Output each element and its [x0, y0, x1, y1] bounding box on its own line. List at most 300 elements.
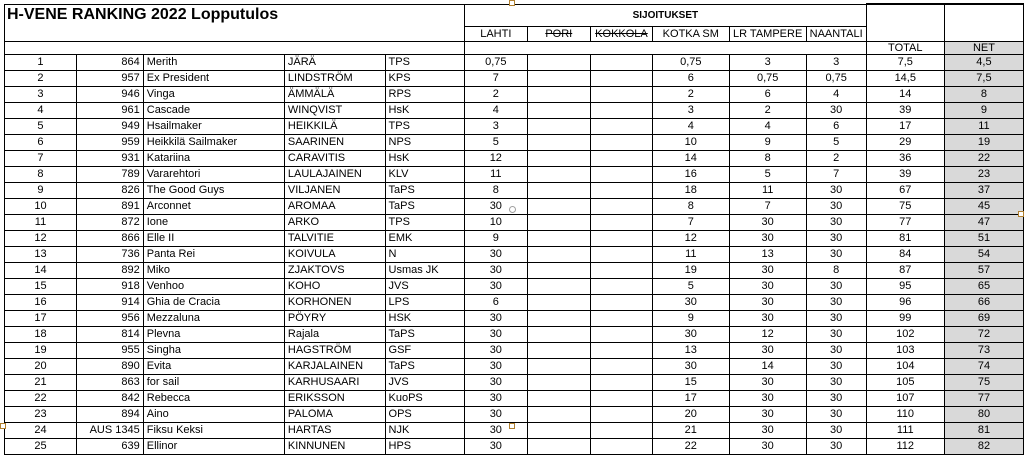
skipper-cell: PÖYRY: [284, 310, 385, 326]
club-cell: TaPS: [385, 198, 465, 214]
club-cell: TaPS: [385, 326, 465, 342]
sail-number-cell: 956: [76, 310, 143, 326]
kotka-cell: 20: [652, 406, 729, 422]
naantali-cell: 6: [806, 118, 866, 134]
net-cell: 69: [944, 310, 1023, 326]
ranking-sheet: [4, 3, 1024, 455]
boat-name-cell: Ione: [143, 214, 284, 230]
pori-cell: [527, 198, 590, 214]
total-cell: 104: [866, 358, 944, 374]
kokkola-cell: [590, 342, 652, 358]
boat-name-cell: Mezzaluna: [143, 310, 284, 326]
lahti-cell: 8: [465, 182, 528, 198]
kokkola-cell: [590, 70, 652, 86]
club-cell: N: [385, 246, 465, 262]
table-row: [5, 246, 1024, 262]
boat-name-cell: Miko: [143, 262, 284, 278]
net-cell: 77: [944, 390, 1023, 406]
kokkola-cell: [590, 102, 652, 118]
tampere-cell: 30: [729, 294, 806, 310]
club-cell: KPS: [385, 70, 465, 86]
skipper-cell: WINQVIST: [284, 102, 385, 118]
net-cell: 45: [944, 198, 1023, 214]
rank-cell: 8: [5, 166, 77, 182]
sail-number-cell: 961: [76, 102, 143, 118]
net-cell: 73: [944, 342, 1023, 358]
club-cell: KLV: [385, 166, 465, 182]
sail-number-cell: 866: [76, 230, 143, 246]
sail-number-cell: 826: [76, 182, 143, 198]
naantali-cell: 30: [806, 390, 866, 406]
naantali-cell: 8: [806, 262, 866, 278]
net-cell: 37: [944, 182, 1023, 198]
club-cell: JVS: [385, 374, 465, 390]
kokkola-cell: [590, 406, 652, 422]
boat-name-cell: Panta Rei: [143, 246, 284, 262]
club-cell: RPS: [385, 86, 465, 102]
total-cell: 84: [866, 246, 944, 262]
kotka-cell: 17: [652, 390, 729, 406]
sail-number-cell: 957: [76, 70, 143, 86]
naantali-cell: 30: [806, 182, 866, 198]
tampere-cell: 4: [729, 118, 806, 134]
pori-cell: [527, 246, 590, 262]
table-row: [5, 342, 1024, 358]
pori-cell: [527, 102, 590, 118]
kotka-cell: 2: [652, 86, 729, 102]
rank-cell: 24: [5, 422, 77, 438]
pori-cell: [527, 374, 590, 390]
kotka-cell: 8: [652, 198, 729, 214]
pori-cell: [527, 326, 590, 342]
col-kokkola: KOKKOLA: [590, 26, 652, 41]
total-header-spacer: [866, 4, 944, 41]
kotka-cell: 9: [652, 310, 729, 326]
table-row: [5, 214, 1024, 230]
pori-cell: [527, 150, 590, 166]
pori-cell: [527, 70, 590, 86]
kokkola-cell: [590, 150, 652, 166]
boat-name-cell: Ghia de Cracia: [143, 294, 284, 310]
total-cell: 67: [866, 182, 944, 198]
sail-number-cell: 890: [76, 358, 143, 374]
ranking-table: [4, 3, 1024, 455]
skipper-cell: TALVITIE: [284, 230, 385, 246]
total-cell: 39: [866, 102, 944, 118]
naantali-cell: 30: [806, 294, 866, 310]
tampere-cell: 30: [729, 374, 806, 390]
lahti-cell: 7: [465, 70, 528, 86]
rank-cell: 1: [5, 54, 77, 70]
club-cell: TaPS: [385, 358, 465, 374]
naantali-cell: 2: [806, 150, 866, 166]
table-row: [5, 102, 1024, 118]
kotka-cell: 12: [652, 230, 729, 246]
tampere-cell: 9: [729, 134, 806, 150]
table-row: [5, 70, 1024, 86]
pori-cell: [527, 390, 590, 406]
boat-name-cell: Arconnet: [143, 198, 284, 214]
total-cell: 110: [866, 406, 944, 422]
club-cell: Usmas JK: [385, 262, 465, 278]
boat-name-cell: Singha: [143, 342, 284, 358]
kokkola-cell: [590, 310, 652, 326]
table-row: [5, 134, 1024, 150]
kotka-cell: 18: [652, 182, 729, 198]
kokkola-cell: [590, 326, 652, 342]
skipper-cell: PALOMA: [284, 406, 385, 422]
sail-number-cell: 894: [76, 406, 143, 422]
sail-number-cell: 863: [76, 374, 143, 390]
rank-cell: 6: [5, 134, 77, 150]
kotka-cell: 13: [652, 342, 729, 358]
naantali-cell: 3: [806, 54, 866, 70]
rank-cell: 23: [5, 406, 77, 422]
rank-cell: 15: [5, 278, 77, 294]
tampere-cell: 30: [729, 342, 806, 358]
kokkola-cell: [590, 214, 652, 230]
table-row: [5, 326, 1024, 342]
rank-cell: 16: [5, 294, 77, 310]
pori-cell: [527, 134, 590, 150]
lahti-cell: 30: [465, 246, 528, 262]
table-row: [5, 166, 1024, 182]
skipper-cell: KINNUNEN: [284, 438, 385, 454]
total-cell: 112: [866, 438, 944, 454]
sail-number-cell: 959: [76, 134, 143, 150]
placements-group-header: SIJOITUKSET: [465, 4, 867, 26]
total-cell: 111: [866, 422, 944, 438]
kotka-cell: 16: [652, 166, 729, 182]
total-cell: 99: [866, 310, 944, 326]
tampere-cell: 30: [729, 438, 806, 454]
net-cell: 57: [944, 262, 1023, 278]
pori-cell: [527, 422, 590, 438]
table-row: [5, 182, 1024, 198]
sail-number-cell: 639: [76, 438, 143, 454]
pori-cell: [527, 278, 590, 294]
lahti-cell: 30: [465, 358, 528, 374]
boat-name-cell: Rebecca: [143, 390, 284, 406]
lahti-cell: 3: [465, 118, 528, 134]
boat-name-cell: Ex President: [143, 70, 284, 86]
lahti-cell: 30: [465, 326, 528, 342]
kotka-cell: 5: [652, 278, 729, 294]
pori-cell: [527, 262, 590, 278]
net-cell: 8: [944, 86, 1023, 102]
kotka-cell: 30: [652, 358, 729, 374]
club-cell: HsK: [385, 102, 465, 118]
pori-cell: [527, 438, 590, 454]
tampere-cell: 14: [729, 358, 806, 374]
skipper-cell: KORHONEN: [284, 294, 385, 310]
club-cell: JVS: [385, 278, 465, 294]
rank-cell: 13: [5, 246, 77, 262]
naantali-cell: 30: [806, 198, 866, 214]
kotka-cell: 19: [652, 262, 729, 278]
tampere-cell: 30: [729, 422, 806, 438]
table-row: [5, 278, 1024, 294]
club-cell: HSK: [385, 310, 465, 326]
table-row: [5, 438, 1024, 454]
boat-name-cell: Venhoo: [143, 278, 284, 294]
rank-cell: 21: [5, 374, 77, 390]
club-cell: GSF: [385, 342, 465, 358]
rank-cell: 3: [5, 86, 77, 102]
col-total: TOTAL: [866, 41, 944, 54]
kotka-cell: 7: [652, 214, 729, 230]
table-row: [5, 374, 1024, 390]
table-row: [5, 230, 1024, 246]
lahti-cell: 30: [465, 198, 528, 214]
kokkola-cell: [590, 246, 652, 262]
club-cell: TPS: [385, 118, 465, 134]
pori-cell: [527, 358, 590, 374]
boat-name-cell: Cascade: [143, 102, 284, 118]
naantali-cell: 30: [806, 278, 866, 294]
table-row: [5, 262, 1024, 278]
skipper-cell: KARHUSAARI: [284, 374, 385, 390]
rank-cell: 9: [5, 182, 77, 198]
sail-number-cell: 789: [76, 166, 143, 182]
lahti-cell: 30: [465, 278, 528, 294]
club-cell: TaPS: [385, 182, 465, 198]
net-cell: 47: [944, 214, 1023, 230]
rank-cell: 2: [5, 70, 77, 86]
pori-cell: [527, 182, 590, 198]
club-cell: TPS: [385, 214, 465, 230]
boat-name-cell: The Good Guys: [143, 182, 284, 198]
net-cell: 54: [944, 246, 1023, 262]
tampere-cell: 0,75: [729, 70, 806, 86]
pori-cell: [527, 118, 590, 134]
net-cell: 74: [944, 358, 1023, 374]
kotka-cell: 4: [652, 118, 729, 134]
tampere-cell: 2: [729, 102, 806, 118]
naantali-cell: 5: [806, 134, 866, 150]
skipper-cell: LAULAJAINEN: [284, 166, 385, 182]
tampere-cell: 30: [729, 230, 806, 246]
skipper-cell: SAARINEN: [284, 134, 385, 150]
sail-number-cell: 892: [76, 262, 143, 278]
naantali-cell: 7: [806, 166, 866, 182]
skipper-cell: CARAVITIS: [284, 150, 385, 166]
total-cell: 95: [866, 278, 944, 294]
kotka-cell: 11: [652, 246, 729, 262]
tampere-cell: 30: [729, 262, 806, 278]
club-cell: HsK: [385, 150, 465, 166]
skipper-cell: AROMAA: [284, 198, 385, 214]
total-cell: 77: [866, 214, 944, 230]
tampere-cell: 5: [729, 166, 806, 182]
skipper-cell: Rajala: [284, 326, 385, 342]
total-cell: 14,5: [866, 70, 944, 86]
kokkola-cell: [590, 198, 652, 214]
net-header-spacer: [944, 4, 1023, 41]
resize-handle-top[interactable]: [509, 0, 515, 6]
tampere-cell: 12: [729, 326, 806, 342]
naantali-cell: 30: [806, 326, 866, 342]
total-cell: 7,5: [866, 54, 944, 70]
kokkola-cell: [590, 54, 652, 70]
col-lahti: LAHTI: [465, 26, 528, 41]
sail-number-cell: AUS 1345: [76, 422, 143, 438]
resize-handle-right[interactable]: [1018, 211, 1024, 217]
tampere-cell: 6: [729, 86, 806, 102]
skipper-cell: VILJANEN: [284, 182, 385, 198]
cell-selection-marker: [509, 206, 516, 213]
table-row: [5, 358, 1024, 374]
boat-name-cell: Vararehtori: [143, 166, 284, 182]
kokkola-cell: [590, 166, 652, 182]
pori-cell: [527, 294, 590, 310]
net-cell: 19: [944, 134, 1023, 150]
rank-cell: 25: [5, 438, 77, 454]
kokkola-cell: [590, 438, 652, 454]
skipper-cell: KOHO: [284, 278, 385, 294]
boat-name-cell: Katariina: [143, 150, 284, 166]
net-cell: 66: [944, 294, 1023, 310]
tampere-cell: 8: [729, 150, 806, 166]
naantali-cell: 30: [806, 230, 866, 246]
kotka-cell: 3: [652, 102, 729, 118]
total-cell: 75: [866, 198, 944, 214]
pori-cell: [527, 406, 590, 422]
sail-number-cell: 946: [76, 86, 143, 102]
lahti-cell: 30: [465, 406, 528, 422]
sail-number-cell: 891: [76, 198, 143, 214]
tampere-cell: 30: [729, 390, 806, 406]
lahti-cell: 30: [465, 262, 528, 278]
pori-cell: [527, 310, 590, 326]
club-cell: NJK: [385, 422, 465, 438]
boat-name-cell: Plevna: [143, 326, 284, 342]
table-row: [5, 118, 1024, 134]
club-cell: KuoPS: [385, 390, 465, 406]
naantali-cell: 4: [806, 86, 866, 102]
skipper-cell: ERIKSSON: [284, 390, 385, 406]
table-row: [5, 390, 1024, 406]
lahti-cell: 0,75: [465, 54, 528, 70]
sail-number-cell: 736: [76, 246, 143, 262]
boat-name-cell: Elle II: [143, 230, 284, 246]
rank-cell: 7: [5, 150, 77, 166]
rank-cell: 18: [5, 326, 77, 342]
resize-handle-bottom-left[interactable]: [0, 423, 6, 429]
table-row: [5, 310, 1024, 326]
boat-name-cell: Aino: [143, 406, 284, 422]
sail-number-cell: 814: [76, 326, 143, 342]
boat-name-cell: Hsailmaker: [143, 118, 284, 134]
net-cell: 65: [944, 278, 1023, 294]
net-cell: 22: [944, 150, 1023, 166]
total-cell: 29: [866, 134, 944, 150]
tampere-cell: 30: [729, 278, 806, 294]
skipper-cell: HAGSTRÖM: [284, 342, 385, 358]
boat-name-cell: for sail: [143, 374, 284, 390]
total-cell: 102: [866, 326, 944, 342]
net-cell: 80: [944, 406, 1023, 422]
net-cell: 82: [944, 438, 1023, 454]
rank-cell: 22: [5, 390, 77, 406]
total-cell: 39: [866, 166, 944, 182]
sail-number-cell: 931: [76, 150, 143, 166]
boat-name-cell: Evita: [143, 358, 284, 374]
kotka-cell: 6: [652, 70, 729, 86]
tampere-cell: 11: [729, 182, 806, 198]
total-cell: 14: [866, 86, 944, 102]
tampere-cell: 7: [729, 198, 806, 214]
table-row: [5, 406, 1024, 422]
rank-cell: 19: [5, 342, 77, 358]
net-cell: 4,5: [944, 54, 1023, 70]
resize-handle-bottom[interactable]: [509, 423, 515, 429]
total-cell: 105: [866, 374, 944, 390]
naantali-cell: 30: [806, 406, 866, 422]
skipper-cell: ZJAKTOVS: [284, 262, 385, 278]
skipper-cell: HEIKKILÄ: [284, 118, 385, 134]
club-cell: HPS: [385, 438, 465, 454]
lahti-cell: 2: [465, 86, 528, 102]
sail-number-cell: 872: [76, 214, 143, 230]
kokkola-cell: [590, 134, 652, 150]
lahti-cell: 10: [465, 214, 528, 230]
boat-name-cell: Heikkilä Sailmaker: [143, 134, 284, 150]
boat-name-cell: Ellinor: [143, 438, 284, 454]
naantali-cell: 30: [806, 102, 866, 118]
net-cell: 75: [944, 374, 1023, 390]
kokkola-cell: [590, 374, 652, 390]
rank-cell: 4: [5, 102, 77, 118]
total-cell: 96: [866, 294, 944, 310]
header-blank: [5, 41, 465, 54]
kokkola-cell: [590, 422, 652, 438]
table-row: [5, 86, 1024, 102]
club-cell: TPS: [385, 54, 465, 70]
naantali-cell: 30: [806, 358, 866, 374]
pori-cell: [527, 166, 590, 182]
rank-cell: 12: [5, 230, 77, 246]
kokkola-cell: [590, 390, 652, 406]
lahti-cell: 30: [465, 438, 528, 454]
total-cell: 87: [866, 262, 944, 278]
header-blank-2: [465, 41, 867, 54]
lahti-cell: 30: [465, 390, 528, 406]
sail-number-cell: 918: [76, 278, 143, 294]
kokkola-cell: [590, 358, 652, 374]
kokkola-cell: [590, 262, 652, 278]
kotka-cell: 30: [652, 326, 729, 342]
kokkola-cell: [590, 182, 652, 198]
naantali-cell: 30: [806, 214, 866, 230]
tampere-cell: 13: [729, 246, 806, 262]
sail-number-cell: 864: [76, 54, 143, 70]
net-cell: 23: [944, 166, 1023, 182]
sail-number-cell: 914: [76, 294, 143, 310]
lahti-cell: 11: [465, 166, 528, 182]
kotka-cell: 21: [652, 422, 729, 438]
table-row: [5, 150, 1024, 166]
pori-cell: [527, 86, 590, 102]
naantali-cell: 30: [806, 374, 866, 390]
club-cell: NPS: [385, 134, 465, 150]
kokkola-cell: [590, 118, 652, 134]
kotka-cell: 30: [652, 294, 729, 310]
club-cell: OPS: [385, 406, 465, 422]
kokkola-cell: [590, 86, 652, 102]
rank-cell: 11: [5, 214, 77, 230]
boat-name-cell: Fiksu Keksi: [143, 422, 284, 438]
